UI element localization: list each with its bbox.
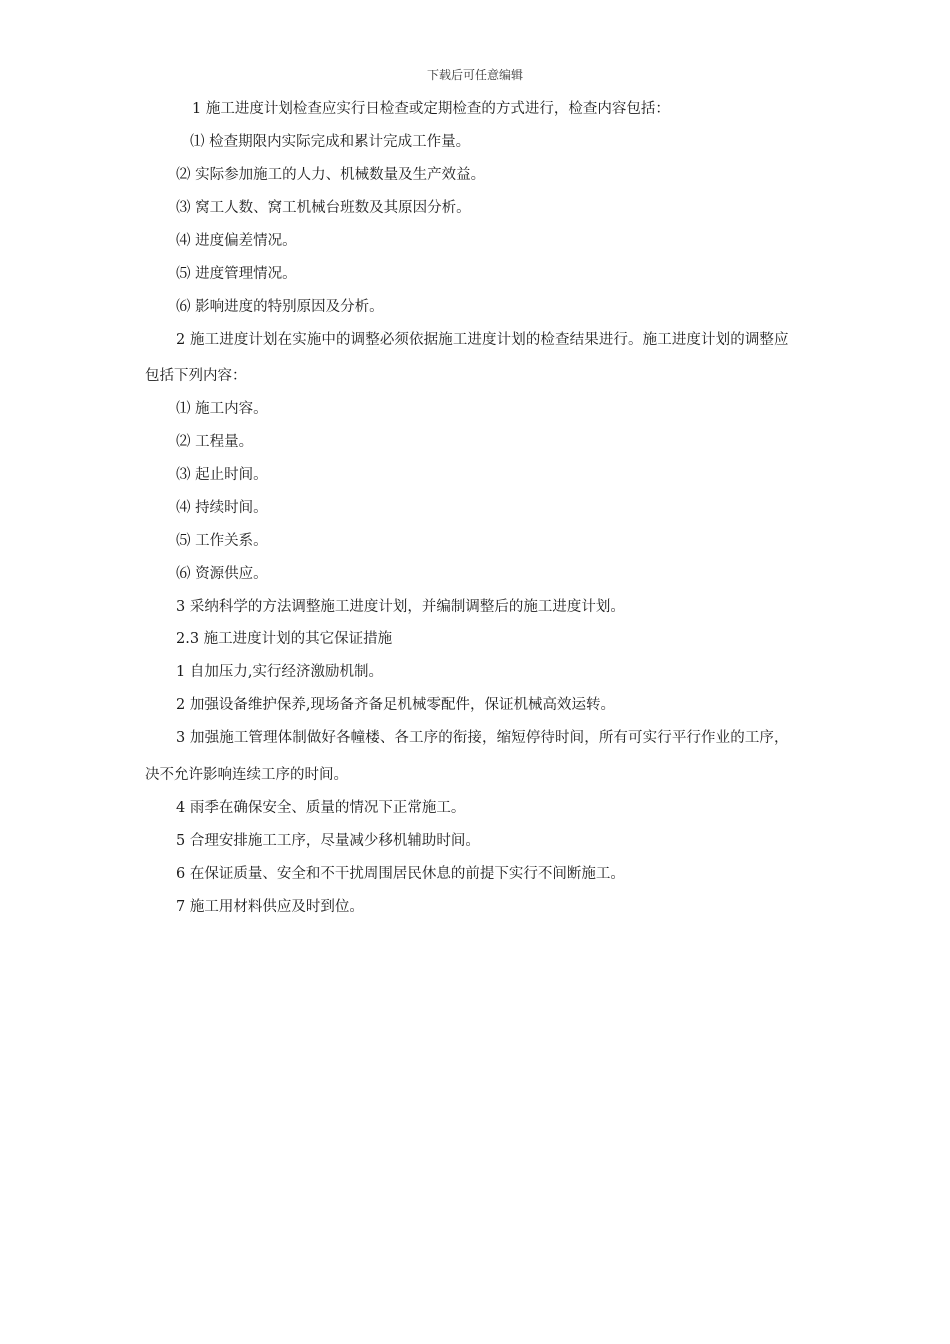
measure-item: 1 自加压力,实行经济激励机制。	[176, 664, 383, 680]
paragraph-2-continued: 包括下列内容：	[145, 368, 247, 384]
list-item: ⑶ 窝工人数、窝工机械台班数及其原因分析。	[176, 200, 471, 216]
measure-item: 3 加强施工管理体制做好各幢楼、各工序的衔接，缩短停待时间，所有可实行平行作业的工序，	[176, 730, 789, 746]
measure-item: 4 雨季在确保安全、质量的情况下正常施工。	[176, 800, 466, 816]
measure-item-continued: 决不允许影响连续工序的时间。	[145, 767, 348, 783]
paragraph-2: 2 施工进度计划在实施中的调整必须依据施工进度计划的检查结果进行。施工进度计划的调整应	[176, 332, 789, 348]
list-item: ⑴ 施工内容。	[176, 401, 268, 417]
measure-item: 5 合理安排施工工序，尽量减少移机辅助时间。	[176, 833, 480, 849]
section-heading: 2.3 施工进度计划的其它保证措施	[176, 631, 393, 647]
list-item: ⑷ 持续时间。	[176, 500, 268, 516]
list-item: ⑵ 实际参加施工的人力、机械数量及生产效益。	[176, 167, 486, 183]
page-header: 下载后可任意编辑	[426, 68, 523, 82]
measure-item: 6 在保证质量、安全和不干扰周围居民休息的前提下实行不间断施工。	[176, 866, 625, 882]
paragraph-1: 1 施工进度计划检查应实行日检查或定期检查的方式进行，检查内容包括：	[192, 101, 670, 117]
list-item: ⑹ 资源供应。	[176, 566, 268, 582]
list-item: ⑸ 工作关系。	[176, 533, 268, 549]
list-item: ⑶ 起止时间。	[176, 467, 268, 483]
measure-item: 7 施工用材料供应及时到位。	[176, 899, 364, 915]
measure-item: 2 加强设备维护保养,现场备齐备足机械零配件，保证机械高效运转。	[176, 697, 615, 713]
list-item: ⑷ 进度偏差情况。	[176, 233, 297, 249]
list-item: ⑹ 影响进度的特别原因及分析。	[176, 299, 384, 315]
list-item: ⑴ 检查期限内实际完成和累计完成工作量。	[190, 134, 471, 150]
list-item: ⑵ 工程量。	[176, 434, 254, 450]
paragraph-3: 3 采纳科学的方法调整施工进度计划，并编制调整后的施工进度计划。	[176, 599, 625, 615]
list-item: ⑸ 进度管理情况。	[176, 266, 297, 282]
